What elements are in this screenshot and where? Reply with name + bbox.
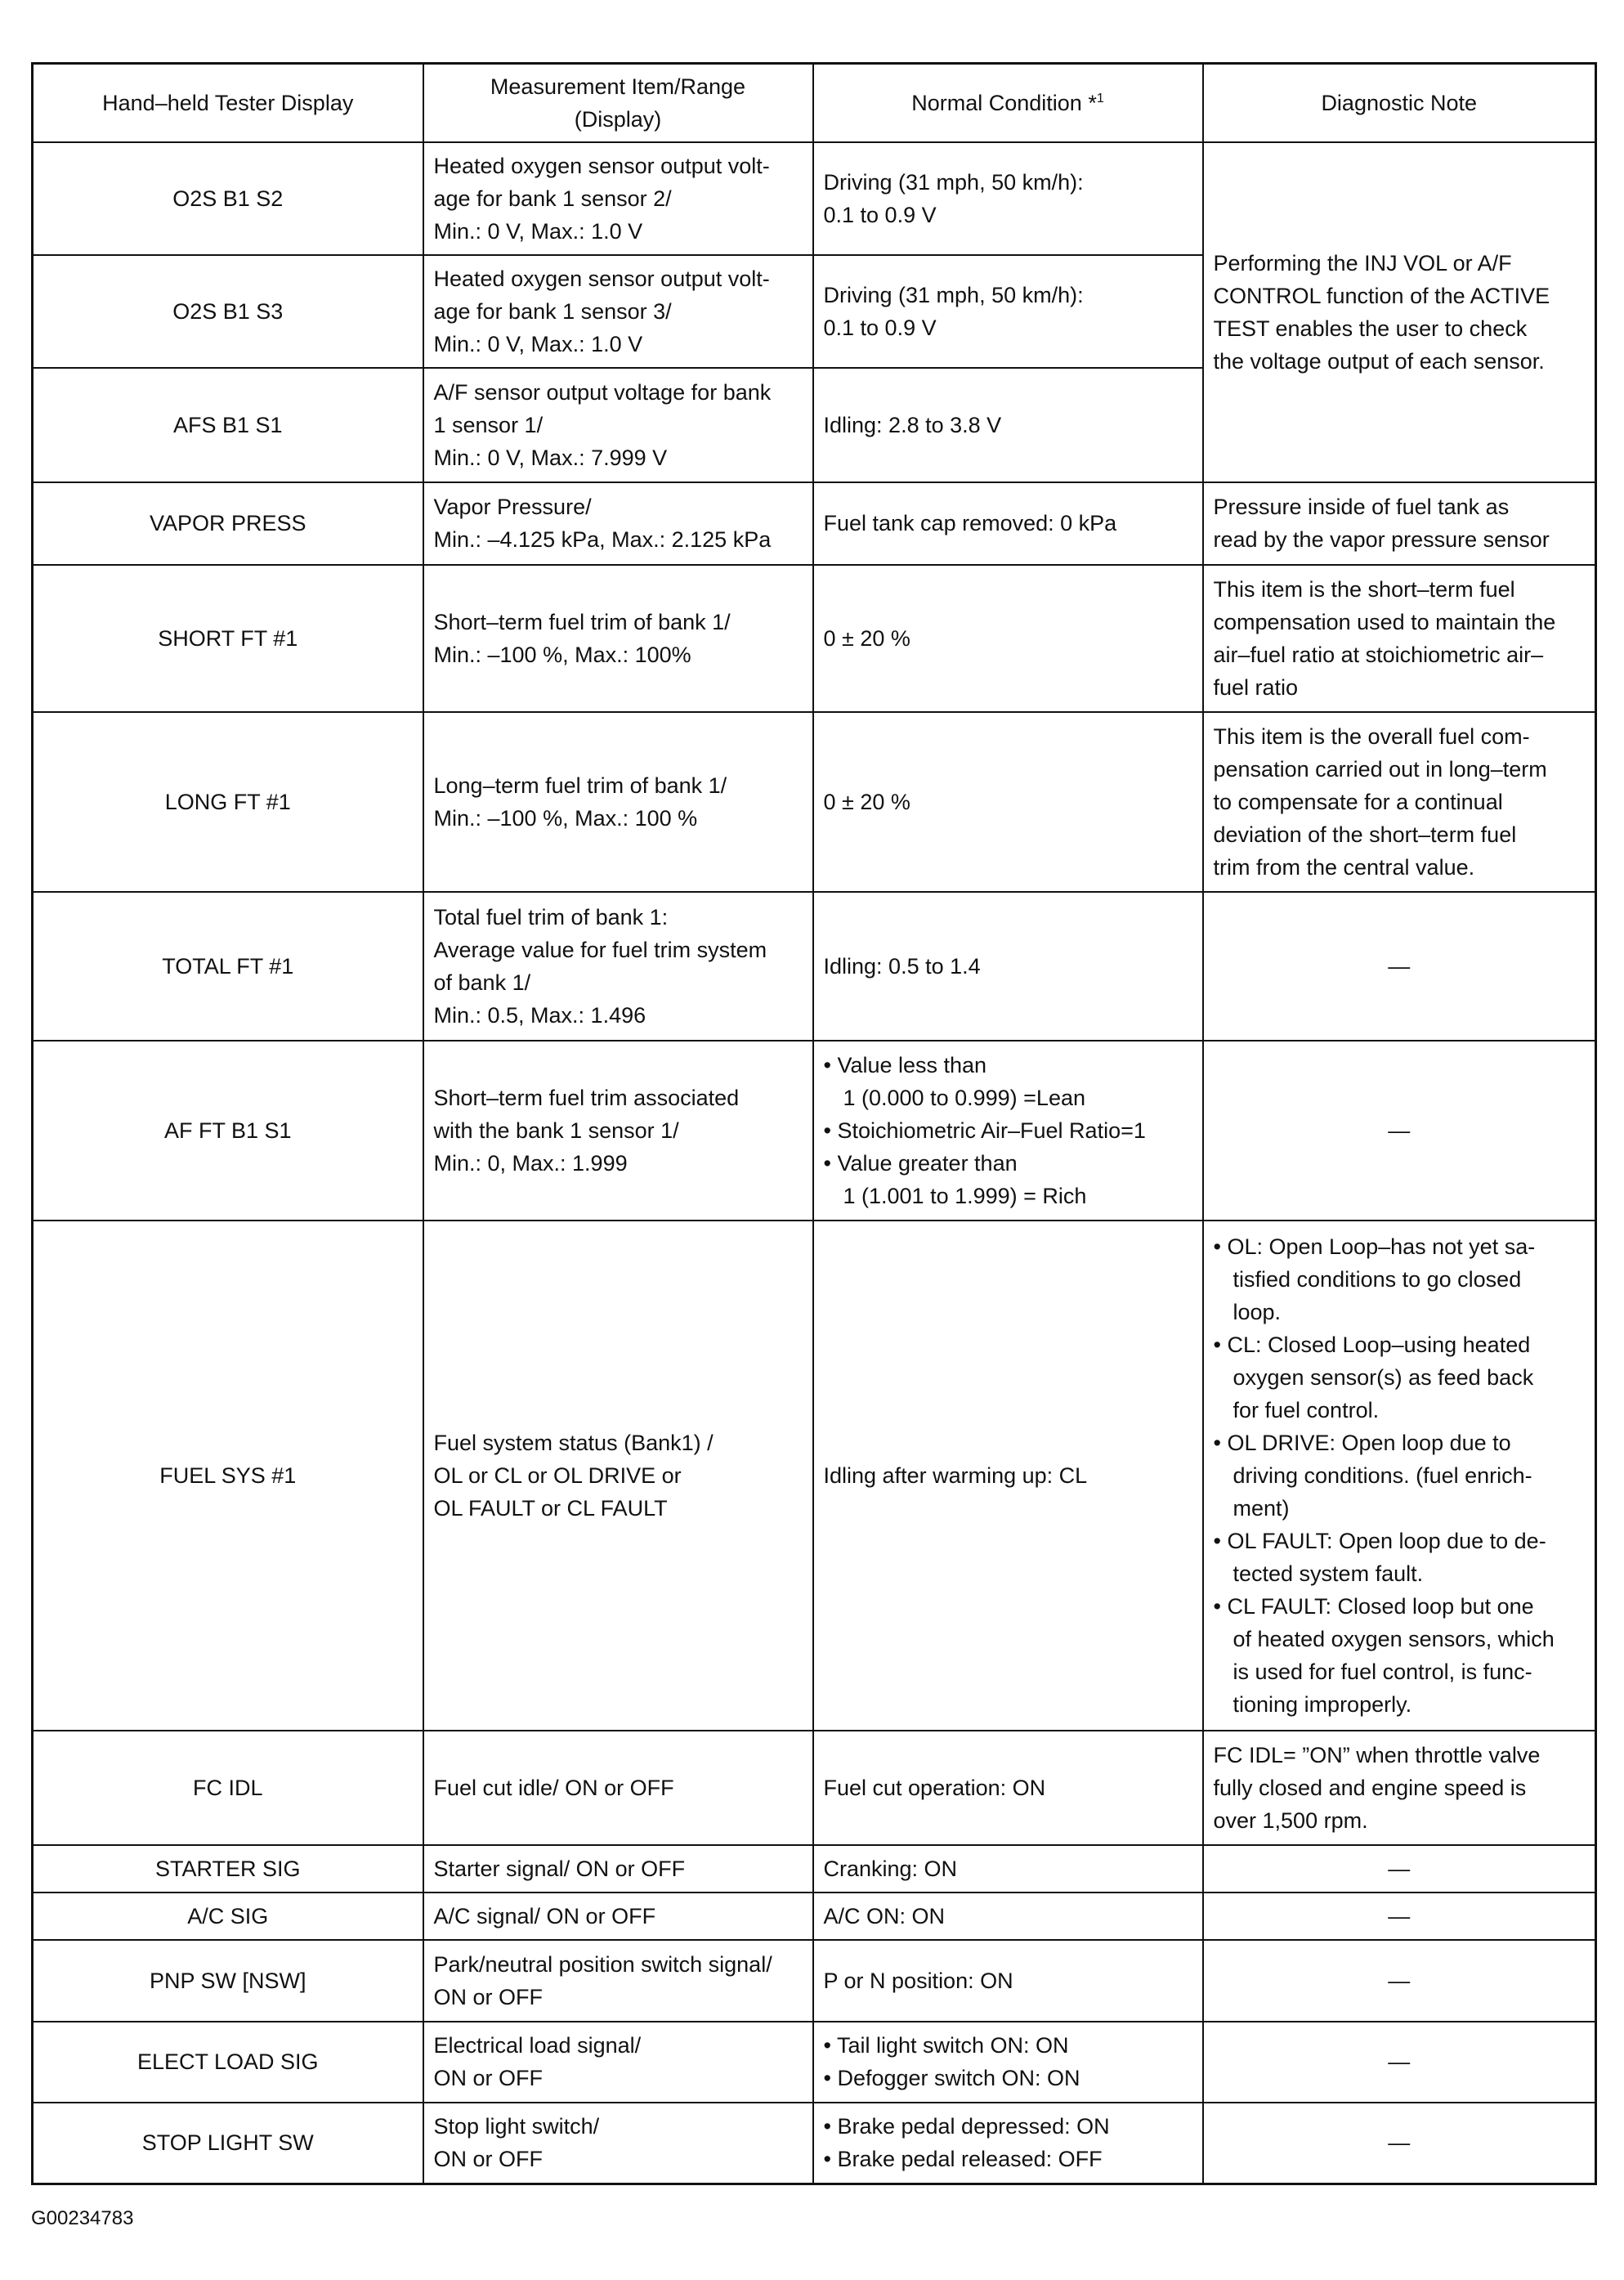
row-normal-line: A/C ON: ON — [823, 1903, 946, 1928]
row-normal-condition — [813, 1845, 1203, 1893]
row-normal-line: 0 ± 20 % — [823, 789, 910, 814]
row-display: TOTAL FT #1 — [33, 892, 423, 1041]
row-diagnostic-note-empty: — — [1203, 2022, 1596, 2103]
row-note-line: trim from the central value. — [1213, 854, 1475, 880]
row-measurement — [423, 1731, 813, 1845]
row-note-line: fully closed and engine speed is — [1213, 1775, 1527, 1800]
row-measurement-line: Min.: 0, Max.: 1.999 — [433, 1150, 628, 1176]
table-row — [33, 1893, 1596, 1940]
row-measurement-line: Min.: 0.5, Max.: 1.496 — [433, 1002, 646, 1028]
row-note-line: over 1,500 rpm. — [1213, 1807, 1368, 1833]
row-normal-line: 0.1 to 0.9 V — [823, 202, 937, 227]
note-bullet: • CL: Closed Loop–using heated — [1213, 1332, 1531, 1357]
row-normal-condition — [813, 368, 1203, 482]
row-note-line: to compensate for a continual — [1213, 789, 1503, 814]
note-bullet: • OL FAULT: Open loop due to de- — [1213, 1528, 1546, 1553]
note-bullet-continuation: loop. — [1233, 1299, 1282, 1324]
row-measurement — [423, 2103, 813, 2184]
row-measurement-line: 1 sensor 1/ — [433, 412, 544, 437]
row-display: VAPOR PRESS — [33, 482, 423, 565]
row-measurement — [423, 1845, 813, 1893]
row-measurement — [423, 1041, 813, 1221]
row-normal-condition — [813, 1221, 1203, 1731]
normal-bullet: • Brake pedal released: OFF — [823, 2147, 1103, 2172]
note-bullet-continuation: for fuel control. — [1233, 1397, 1380, 1422]
row-display: A/C SIG — [33, 1893, 423, 1940]
row-normal-condition — [813, 255, 1203, 368]
header-row — [33, 64, 1596, 142]
row-diagnostic-note — [1203, 1731, 1596, 1845]
row-note-line: This item is the overall fuel com- — [1213, 723, 1530, 749]
row-normal-condition — [813, 2022, 1203, 2103]
row-note-line: This item is the short–term fuel — [1213, 576, 1515, 602]
row-measurement-line: Min.: –100 %, Max.: 100% — [433, 642, 691, 667]
tester-data-table — [31, 62, 1597, 2185]
header-normal-footnote: 1 — [1096, 91, 1104, 105]
row-measurement-line: Electrical load signal/ — [433, 2033, 642, 2058]
row-normal-condition — [813, 1940, 1203, 2022]
row-measurement-line: Heated oxygen sensor output volt- — [433, 266, 770, 291]
row-measurement-line: Fuel system status (Bank1) / — [433, 1430, 714, 1455]
row-measurement — [423, 1221, 813, 1731]
row-normal-condition — [813, 1041, 1203, 1221]
row-normal-line: Idling: 0.5 to 1.4 — [823, 953, 981, 979]
header-normal-text: Normal Condition * — [911, 90, 1097, 115]
row-measurement-line: A/F sensor output voltage for bank — [433, 379, 772, 405]
row-measurement-line: Long–term fuel trim of bank 1/ — [433, 773, 727, 798]
normal-bullet: • Value less than — [823, 1052, 987, 1077]
row-normal-condition — [813, 482, 1203, 565]
row-measurement-line: ON or OFF — [433, 1984, 543, 2009]
row-measurement-line: Min.: –4.125 kPa, Max.: 2.125 kPa — [433, 527, 772, 552]
row-diagnostic-note — [1203, 1221, 1596, 1731]
row-measurement-line: Vapor Pressure/ — [433, 495, 592, 519]
row-measurement-line: Short–term fuel trim associated — [433, 1085, 740, 1110]
row-diagnostic-note — [1203, 565, 1596, 712]
row-normal-line: 0.1 to 0.9 V — [823, 315, 937, 340]
row-normal-condition — [813, 1893, 1203, 1940]
row-measurement-line: Park/neutral position switch signal/ — [433, 1951, 772, 1977]
row-measurement — [423, 2022, 813, 2103]
row-note-line: deviation of the short–term fuel — [1213, 822, 1517, 847]
normal-bullet: • Value greater than — [823, 1150, 1018, 1176]
row-measurement-line: OL or CL or OL DRIVE or — [433, 1463, 682, 1488]
row-note-line: CONTROL function of the ACTIVE — [1213, 283, 1550, 308]
row-measurement-line: with the bank 1 sensor 1/ — [433, 1118, 679, 1143]
row-display: FC IDL — [33, 1731, 423, 1845]
row-display: FUEL SYS #1 — [33, 1221, 423, 1731]
note-bullet-continuation: tected system fault. — [1233, 1561, 1424, 1586]
row-diagnostic-note-empty: — — [1203, 1041, 1596, 1221]
row-diagnostic-note-empty: — — [1203, 2103, 1596, 2184]
row-diagnostic-note-empty: — — [1203, 1940, 1596, 2022]
row-measurement-line: Fuel cut idle/ ON or OFF — [433, 1775, 674, 1800]
row-display: O2S B1 S3 — [33, 255, 423, 368]
normal-bullet-continuation: 1 (1.001 to 1.999) = Rich — [843, 1183, 1087, 1208]
row-normal-line: Driving (31 mph, 50 km/h): — [823, 169, 1084, 195]
row-measurement-line: Min.: –100 %, Max.: 100 % — [433, 805, 698, 831]
row-measurement — [423, 255, 813, 368]
row-display: STOP LIGHT SW — [33, 2103, 423, 2184]
sensor-diagnostic-note — [1203, 142, 1596, 482]
document-code: G00234783 — [31, 2207, 134, 2229]
row-diagnostic-note-empty: — — [1203, 1893, 1596, 1940]
table-row — [33, 1940, 1596, 2022]
row-measurement-line: Min.: 0 V, Max.: 1.0 V — [433, 218, 643, 244]
row-normal-line: 0 ± 20 % — [823, 625, 910, 651]
header-measurement-line1: Measurement Item/Range — [490, 74, 746, 99]
row-measurement-line: Average value for fuel trim system — [433, 937, 767, 962]
row-measurement-line: Min.: 0 V, Max.: 7.999 V — [433, 445, 668, 470]
note-bullet-continuation: oxygen sensor(s) as feed back — [1233, 1364, 1534, 1390]
row-note-line: TEST enables the user to check — [1213, 316, 1528, 341]
row-note-line: Performing the INJ VOL or A/F — [1213, 250, 1512, 275]
row-diagnostic-note — [1203, 482, 1596, 565]
normal-bullet: • Stoichiometric Air–Fuel Ratio=1 — [823, 1118, 1146, 1143]
row-measurement — [423, 565, 813, 712]
note-bullet-continuation: ment) — [1233, 1495, 1290, 1521]
row-measurement — [423, 142, 813, 255]
row-display: STARTER SIG — [33, 1845, 423, 1893]
row-measurement — [423, 368, 813, 482]
row-note-line: air–fuel ratio at stoichiometric air– — [1213, 642, 1544, 667]
row-diagnostic-note-empty: — — [1203, 1845, 1596, 1893]
row-display: SHORT FT #1 — [33, 565, 423, 712]
row-measurement — [423, 892, 813, 1041]
row-measurement — [423, 1893, 813, 1940]
note-bullet-continuation: of heated oxygen sensors, which — [1233, 1626, 1555, 1651]
normal-bullet: • Brake pedal depressed: ON — [823, 2114, 1110, 2139]
normal-bullet: • Defogger switch ON: ON — [823, 2066, 1080, 2090]
row-normal-line: Cranking: ON — [823, 1856, 958, 1881]
table-row — [33, 712, 1596, 892]
row-measurement-line: ON or OFF — [433, 2066, 543, 2090]
row-normal-line: P or N position: ON — [823, 1968, 1013, 1993]
row-display: O2S B1 S2 — [33, 142, 423, 255]
row-normal-line: Fuel tank cap removed: 0 kPa — [823, 511, 1117, 535]
row-measurement-line: A/C signal/ ON or OFF — [433, 1903, 656, 1928]
header-measurement — [423, 64, 813, 142]
row-normal-condition — [813, 712, 1203, 892]
row-normal-condition — [813, 2103, 1203, 2184]
header-normal — [813, 64, 1203, 142]
row-measurement-line: age for bank 1 sensor 3/ — [433, 298, 672, 324]
row-measurement — [423, 482, 813, 565]
row-measurement-line: of bank 1/ — [433, 970, 531, 995]
header-note: Diagnostic Note — [1203, 64, 1596, 142]
row-normal-condition — [813, 142, 1203, 255]
row-measurement — [423, 712, 813, 892]
table-row — [33, 1041, 1596, 1221]
table-row — [33, 892, 1596, 1041]
note-bullet-continuation: tisfied conditions to go closed — [1233, 1266, 1522, 1292]
row-display: ELECT LOAD SIG — [33, 2022, 423, 2103]
row-diagnostic-note-empty: — — [1203, 892, 1596, 1041]
row-normal-line: Fuel cut operation: ON — [823, 1775, 1046, 1800]
row-diagnostic-note — [1203, 712, 1596, 892]
normal-bullet: • Tail light switch ON: ON — [823, 2033, 1069, 2058]
row-note-line: Pressure inside of fuel tank as — [1213, 495, 1510, 519]
row-measurement-line: Min.: 0 V, Max.: 1.0 V — [433, 331, 643, 356]
row-measurement-line: age for bank 1 sensor 2/ — [433, 186, 672, 211]
row-measurement-line: OL FAULT or CL FAULT — [433, 1495, 668, 1521]
table-row — [33, 482, 1596, 565]
table-row — [33, 2103, 1596, 2184]
normal-bullet-continuation: 1 (0.000 to 0.999) =Lean — [843, 1085, 1085, 1110]
table-row — [33, 2022, 1596, 2103]
note-bullet: • OL DRIVE: Open loop due to — [1213, 1430, 1511, 1455]
row-normal-line: Idling: 2.8 to 3.8 V — [823, 412, 1002, 437]
header-display: Hand–held Tester Display — [33, 64, 423, 142]
row-measurement-line: Starter signal/ ON or OFF — [433, 1856, 686, 1881]
row-measurement-line: ON or OFF — [433, 2147, 543, 2172]
header-measurement-line2: (Display) — [574, 106, 662, 132]
row-note-line: the voltage output of each sensor. — [1213, 348, 1545, 374]
row-note-line: compensation used to maintain the — [1213, 609, 1556, 634]
note-bullet-continuation: tioning improperly. — [1233, 1691, 1412, 1717]
row-measurement — [423, 1940, 813, 2022]
table-row — [33, 1845, 1596, 1893]
row-normal-line: Driving (31 mph, 50 km/h): — [823, 282, 1084, 307]
row-note-line: read by the vapor pressure sensor — [1213, 527, 1550, 552]
row-normal-condition — [813, 892, 1203, 1041]
row-normal-condition — [813, 565, 1203, 712]
row-display: LONG FT #1 — [33, 712, 423, 892]
note-bullet: • OL: Open Loop–has not yet sa- — [1213, 1234, 1536, 1259]
note-bullet-continuation: is used for fuel control, is func- — [1233, 1659, 1532, 1684]
row-measurement-line: Stop light switch/ — [433, 2114, 600, 2139]
row-measurement-line: Heated oxygen sensor output volt- — [433, 153, 770, 178]
row-note-line: fuel ratio — [1213, 674, 1299, 700]
row-display: AFS B1 S1 — [33, 368, 423, 482]
row-display: AF FT B1 S1 — [33, 1041, 423, 1221]
row-normal-condition — [813, 1731, 1203, 1845]
table-row — [33, 565, 1596, 712]
table-row — [33, 142, 1596, 255]
table-row — [33, 1221, 1596, 1731]
table-row — [33, 1731, 1596, 1845]
row-normal-line: Idling after warming up: CL — [823, 1463, 1088, 1488]
note-bullet-continuation: driving conditions. (fuel enrich- — [1233, 1463, 1532, 1488]
row-note-line: FC IDL= ”ON” when throttle valve — [1213, 1742, 1541, 1767]
row-measurement-line: Short–term fuel trim of bank 1/ — [433, 609, 731, 634]
row-note-line: pensation carried out in long–term — [1213, 756, 1547, 782]
row-measurement-line: Total fuel trim of bank 1: — [433, 904, 669, 929]
note-bullet: • CL FAULT: Closed loop but one — [1213, 1593, 1534, 1619]
row-display: PNP SW [NSW] — [33, 1940, 423, 2022]
